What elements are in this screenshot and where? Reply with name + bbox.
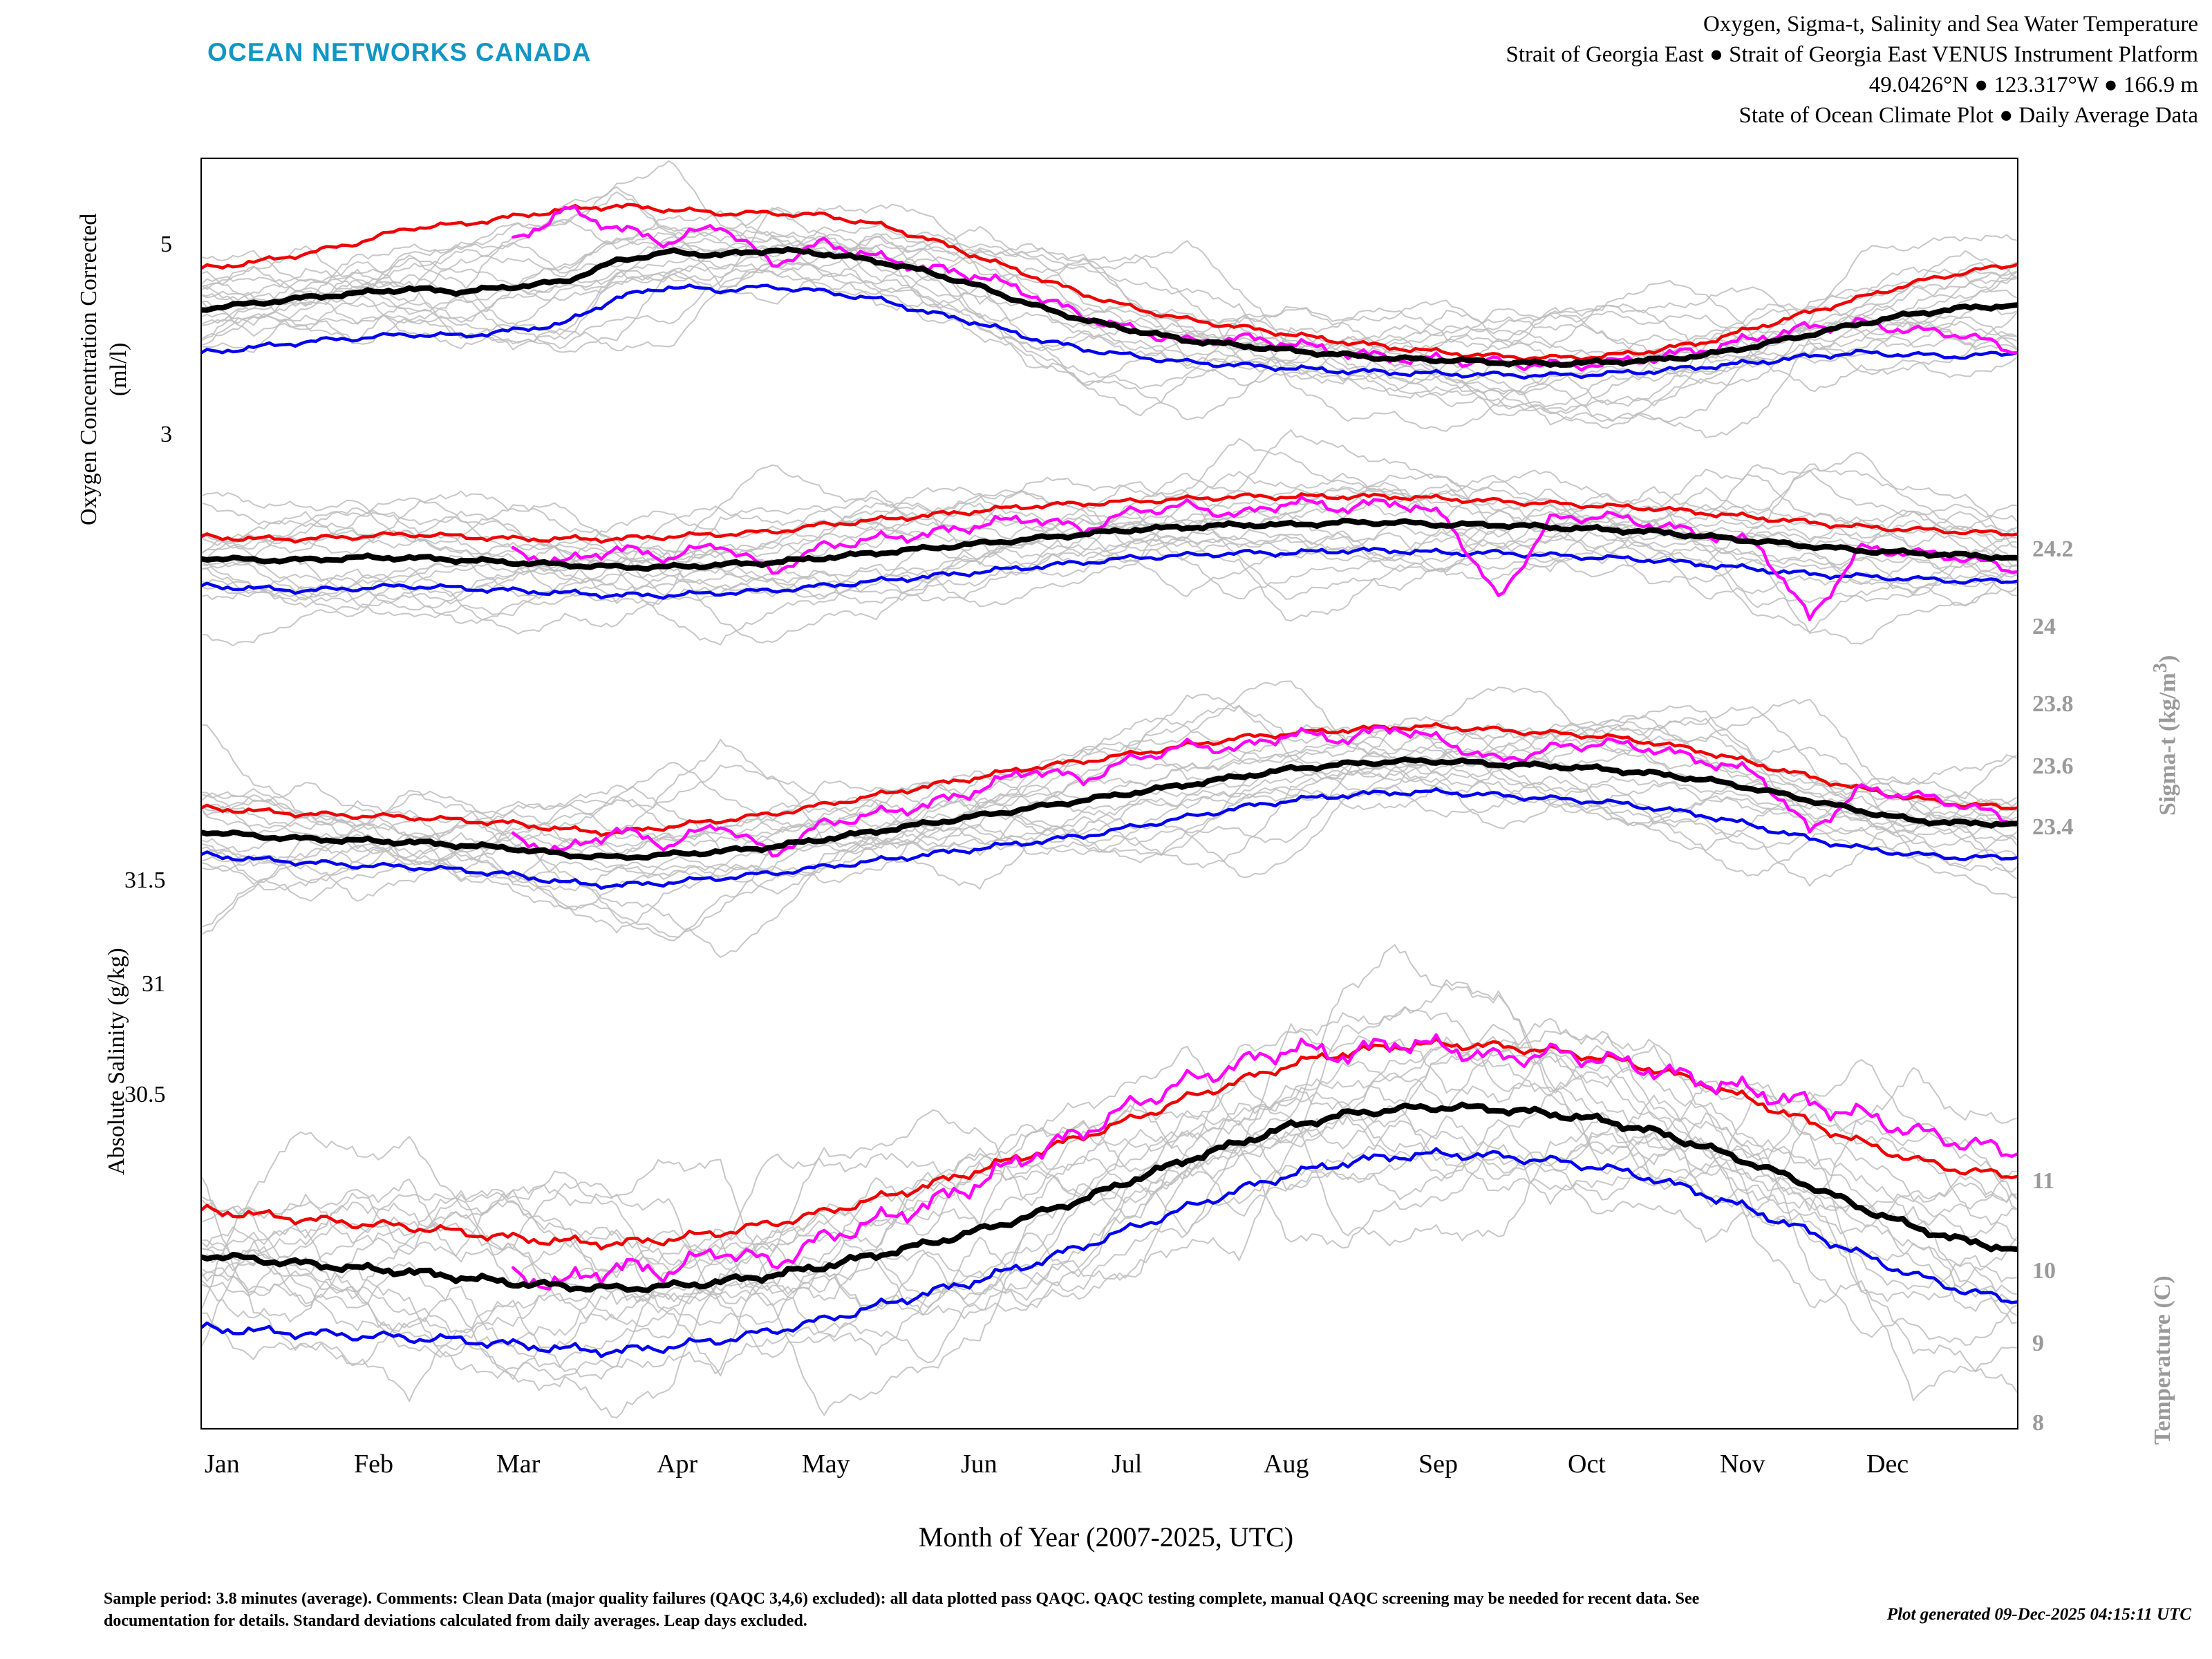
x-tick-jul: Jul — [1112, 1450, 1143, 1479]
sigma-tick-238: 23.8 — [2032, 691, 2074, 717]
salinity-tick-31: 31 — [142, 971, 165, 997]
x-tick-may: May — [802, 1450, 850, 1479]
x-tick-jun: Jun — [961, 1450, 997, 1479]
title-line-3: 49.0426°N ● 123.317°W ● 166.9 m — [1868, 72, 2198, 97]
x-tick-nov: Nov — [1720, 1450, 1765, 1479]
x-tick-dec: Dec — [1866, 1450, 1909, 1479]
salinity-axis-label: Absolute Salinity (g/kg) — [104, 948, 129, 1175]
title-line-1: Oxygen, Sigma-t, Salinity and Sea Water Temperature — [1703, 12, 2198, 37]
sigma-tick-24: 24 — [2032, 614, 2056, 639]
salinity-tick-315: 31.5 — [124, 868, 166, 893]
sigma-tick-234: 23.4 — [2032, 814, 2074, 840]
temperature-tick-11: 11 — [2032, 1168, 2055, 1194]
sigma-tick-236: 23.6 — [2032, 753, 2074, 779]
oxygen-tick-3: 3 — [160, 422, 172, 447]
oxygen-axis-label — [75, 214, 133, 525]
oxygen-tick-5: 5 — [160, 232, 172, 257]
temperature-tick-8: 8 — [2032, 1410, 2044, 1436]
sigma-axis-label: Sigma-t $(kg/m^3)$ — [2150, 655, 2181, 816]
x-axis-label: Month of Year (2007-2025, UTC) — [918, 1521, 1294, 1553]
salinity-tick-305: 30.5 — [124, 1082, 166, 1107]
ocean-networks-canada-logo: OCEAN NETWORKS CANADA — [207, 38, 592, 66]
title-line-2: Strait of Georgia East ● Strait of Georgia East VENUS Instrument Platform — [1506, 41, 2198, 67]
temperature-tick-9: 9 — [2032, 1331, 2044, 1356]
chart-title-block — [1506, 10, 2198, 131]
temperature-tick-10: 10 — [2032, 1258, 2056, 1284]
x-tick-sep: Sep — [1418, 1450, 1458, 1479]
title-line-4: State of Ocean Climate Plot ● Daily Average Data — [1738, 102, 2198, 128]
oxygen-axis-label-text: Oxygen Concentration Corrected — [76, 213, 102, 525]
oxygen-axis-units: (ml/l) — [105, 342, 131, 397]
x-tick-aug: Aug — [1264, 1450, 1309, 1479]
generated-stamp: Plot generated 09-Dec-2025 04:15:11 UTC — [1886, 1605, 2191, 1624]
x-tick-apr: Apr — [657, 1450, 698, 1479]
sigma-tick-242: 24.2 — [2032, 536, 2074, 562]
footnote: Sample period: 3.8 minutes (average). Comments: Clean Data (major quality failures (QAQC 3,4,6) excluded): all data plotted pass QAQC. QAQC testing complete, manual QAQC screening may be needed for recent data. See documentation for details. Standard deviations calculated from daily averages. Leap days excluded. — [104, 1590, 1700, 1631]
x-tick-oct: Oct — [1568, 1450, 1606, 1479]
x-tick-mar: Mar — [496, 1450, 541, 1479]
temperature-axis-label: Temperature (C) — [2150, 1275, 2175, 1445]
x-tick-jan: Jan — [205, 1450, 240, 1479]
multi-panel-line-chart — [202, 159, 2017, 1428]
x-tick-feb: Feb — [354, 1450, 393, 1479]
plot-area — [200, 158, 2018, 1430]
